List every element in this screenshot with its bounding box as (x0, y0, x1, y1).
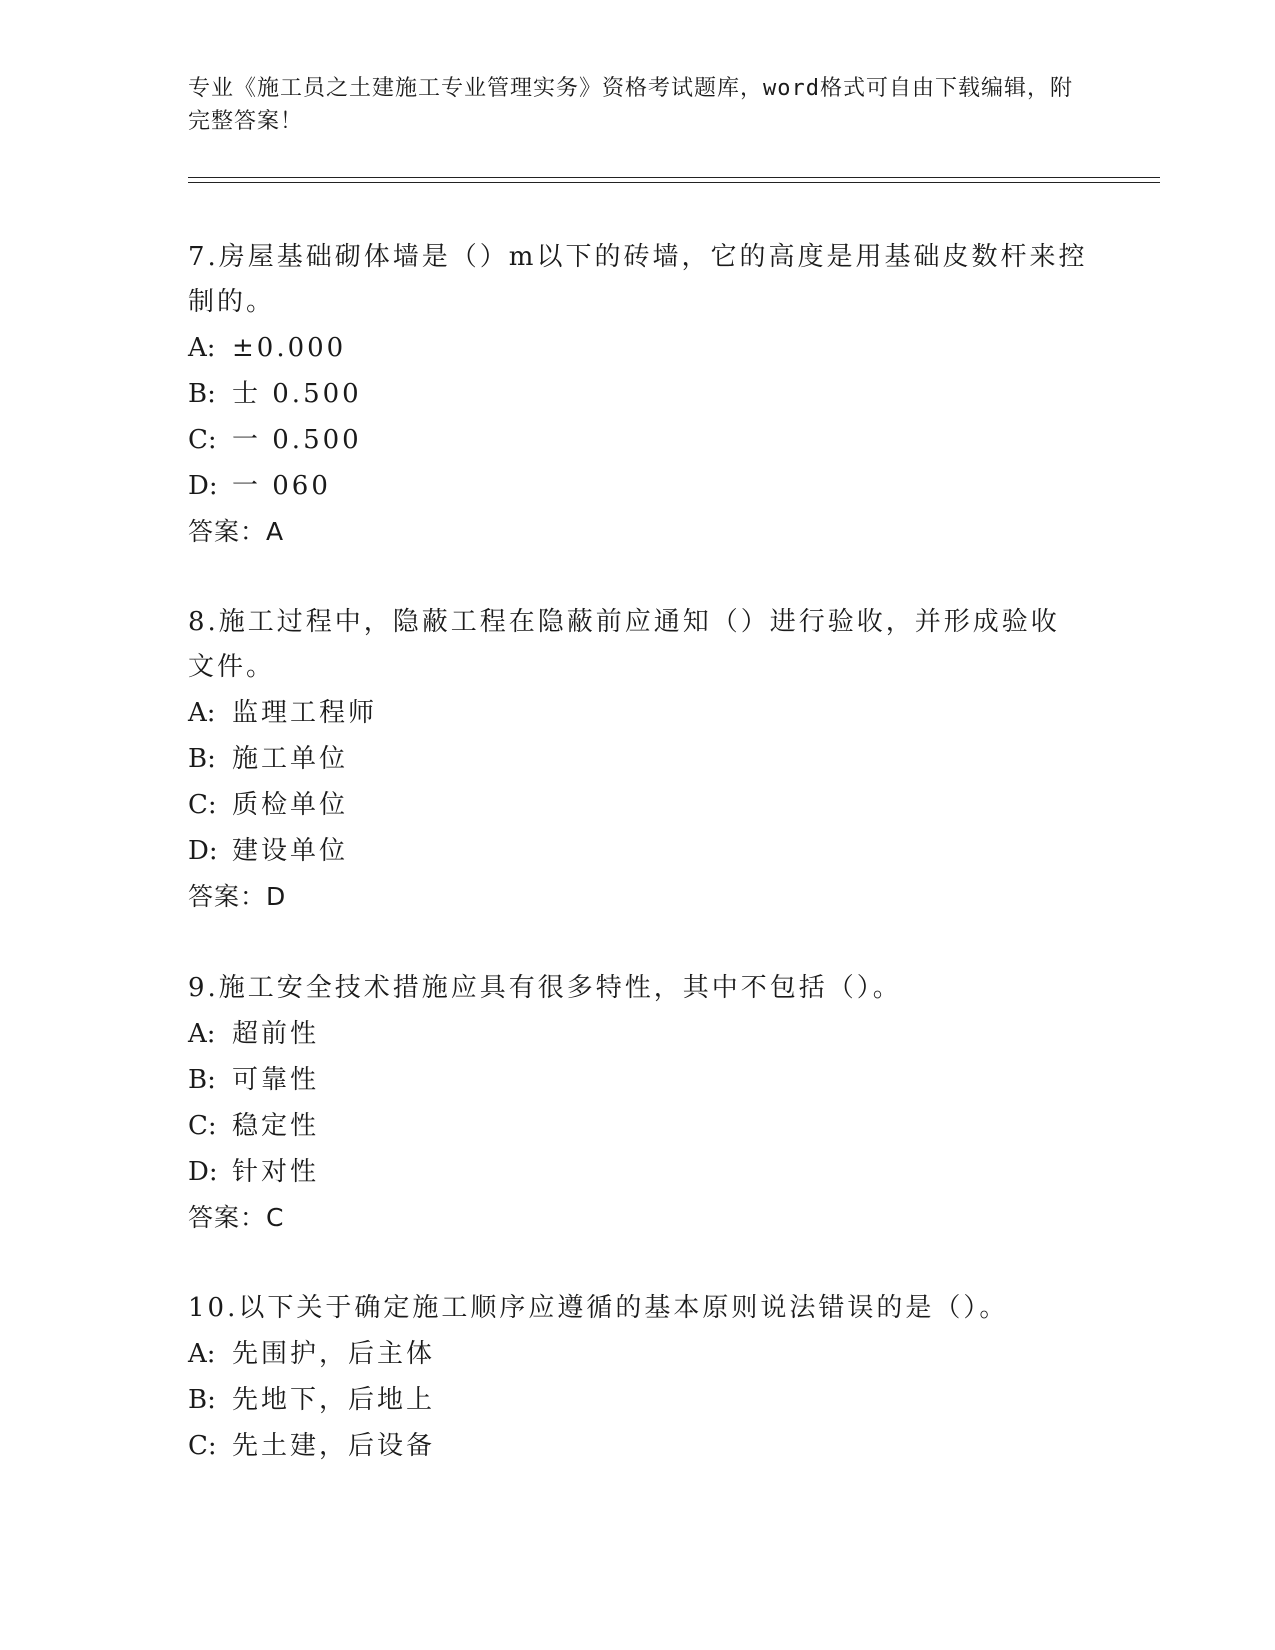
option-text: 士 0.500 (232, 379, 362, 409)
option-b (188, 1057, 1088, 1103)
header-rule-top (188, 177, 1160, 178)
document-header: 专业《施工员之土建施工专业管理实务》资格考试题库，word格式可自由下载编辑，附完整答案！ (188, 76, 1073, 134)
option-c (188, 1103, 1088, 1149)
option-key: D: (188, 836, 218, 866)
question-9 (188, 966, 1088, 1241)
option-a (188, 690, 1088, 736)
question-10 (188, 1286, 1088, 1469)
answer-line: 答案：C (188, 1203, 285, 1232)
option-text: 建设单位 (232, 836, 349, 866)
option-b (188, 1377, 1088, 1423)
option-text: 超前性 (232, 1019, 320, 1049)
option-d (188, 1149, 1088, 1195)
option-key: A: (188, 1339, 216, 1369)
option-text: 可靠性 (232, 1065, 320, 1095)
answer-line: 答案：A (188, 517, 285, 546)
option-b (188, 371, 1088, 417)
option-text: 监理工程师 (232, 698, 378, 728)
question-stem: 7.房屋基础砌体墙是（）m以下的砖墙，它的高度是用基础皮数杆来控制的。 (188, 242, 1088, 317)
option-text: 先围护，后主体 (232, 1339, 436, 1369)
option-key: C: (188, 790, 217, 820)
option-key: A: (188, 698, 216, 728)
option-text: 稳定性 (232, 1111, 320, 1141)
option-key: A: (188, 333, 216, 363)
question-8 (188, 600, 1088, 920)
option-d (188, 463, 1088, 509)
option-key: D: (188, 471, 218, 501)
option-text: 先土建，后设备 (232, 1431, 436, 1461)
option-key: D: (188, 1157, 218, 1187)
option-text: 施工单位 (232, 744, 349, 774)
option-d (188, 828, 1088, 874)
option-a (188, 1011, 1088, 1057)
answer-line: 答案：D (188, 882, 287, 911)
option-key: B: (188, 379, 216, 409)
option-key: C: (188, 1431, 217, 1461)
option-a (188, 325, 1088, 371)
option-key: C: (188, 1111, 217, 1141)
option-key: B: (188, 1385, 216, 1415)
option-key: A: (188, 1019, 216, 1049)
option-a (188, 1331, 1088, 1377)
option-text: 质检单位 (232, 790, 349, 820)
option-c (188, 782, 1088, 828)
option-text: ±0.000 (232, 333, 347, 363)
option-key: B: (188, 1065, 216, 1095)
question-stem: 10.以下关于确定施工顺序应遵循的基本原则说法错误的是（）。 (188, 1293, 1009, 1323)
question-stem: 9.施工安全技术措施应具有很多特性，其中不包括（）。 (188, 973, 902, 1003)
question-stem: 8.施工过程中，隐蔽工程在隐蔽前应通知（）进行验收，并形成验收文件。 (188, 607, 1060, 682)
option-c (188, 1423, 1088, 1469)
option-text: 一 0.500 (232, 425, 362, 455)
question-7 (188, 235, 1088, 555)
option-key: B: (188, 744, 216, 774)
option-text: 针对性 (232, 1157, 320, 1187)
option-b (188, 736, 1088, 782)
option-text: 先地下，后地上 (232, 1385, 436, 1415)
header-rule-bottom (188, 182, 1160, 183)
option-text: 一 060 (232, 471, 331, 501)
option-c (188, 417, 1088, 463)
option-key: C: (188, 425, 217, 455)
